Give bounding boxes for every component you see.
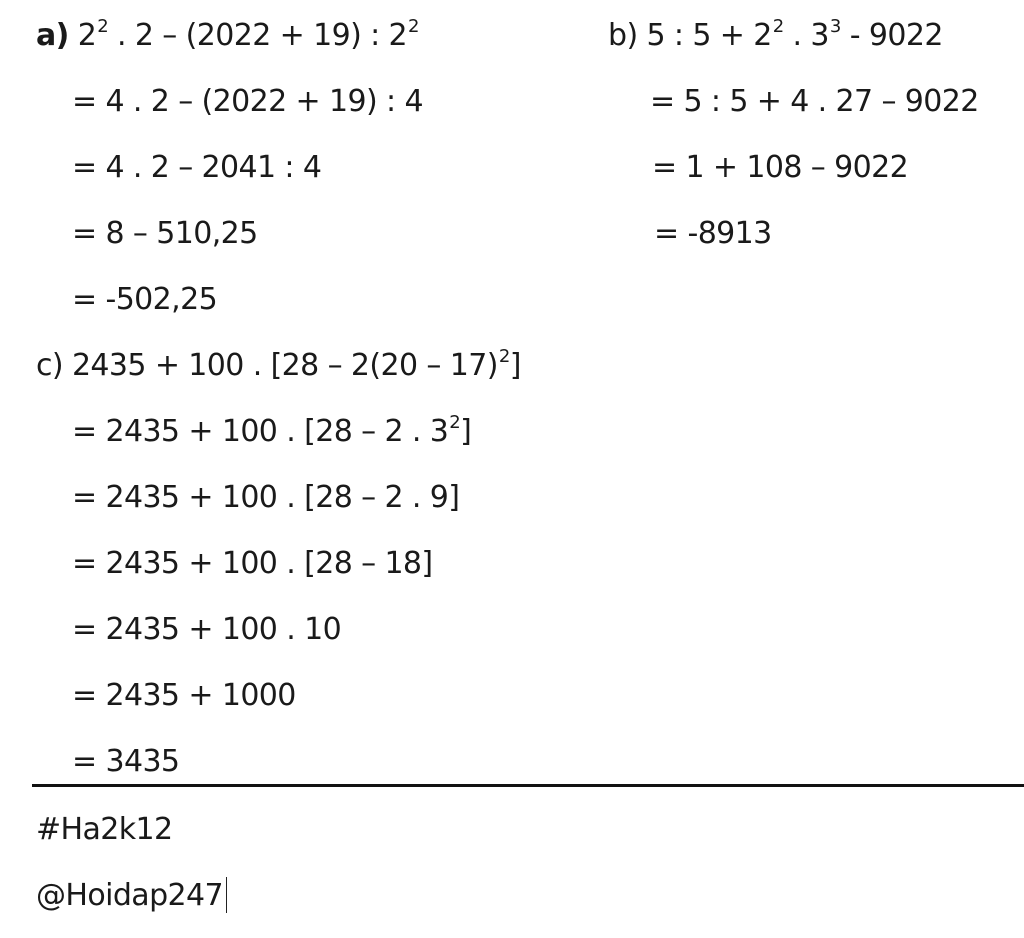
text-cursor [226, 877, 227, 913]
part-a-step-4: = -502,25 [72, 282, 218, 317]
part-b-step-2: = 1 + 108 – 9022 [652, 150, 909, 185]
part-c-step-4: = 2435 + 1000 [72, 678, 296, 713]
part-b-line-1 [608, 16, 943, 60]
part-c-step-2: = 2435 + 100 . [28 – 18] [72, 546, 433, 581]
part-c-line-1 [36, 346, 521, 390]
part-b-expr: 5 : $5 + 2^2$ . $3^3 - 9022$ [646, 16, 943, 53]
part-a-label: a) [36, 18, 69, 53]
part-c-line-2: = 2435 + 100 . [28 – 2 . $3^2$] [72, 412, 472, 449]
part-c-step-1: = 2435 + 100 . [28 – 2 . 9] [72, 480, 460, 515]
part-b-label: b) [608, 18, 638, 53]
handle-line[interactable] [36, 876, 227, 916]
part-c-step-5: = 3435 [72, 744, 180, 779]
part-a-expr: $2^2$ . 2 – (2022 + 19) : $2^2$ [77, 16, 419, 53]
handle-text: @Hoidap247 [36, 878, 223, 913]
part-c-label: c) [36, 348, 63, 383]
part-b-step-3: = -8913 [654, 216, 772, 251]
part-a-step-1: = 4 . 2 – (2022 + 19) : 4 [72, 84, 423, 119]
part-b-step-1: = 5 : 5 + 4 . 27 – 9022 [650, 84, 979, 119]
part-c-step-3: = 2435 + 100 . 10 [72, 612, 342, 647]
part-c-expr: 2435 + 100 . [28 – 2(20 – 17)$^2$] [71, 346, 521, 383]
part-a-step-3: = 8 – 510,25 [72, 216, 258, 251]
part-a-step-2: = 4 . 2 – 2041 : 4 [72, 150, 322, 185]
divider-line [32, 784, 1024, 787]
hashtag-text: #Ha2k12 [36, 812, 173, 847]
part-a-line-1 [36, 16, 419, 60]
